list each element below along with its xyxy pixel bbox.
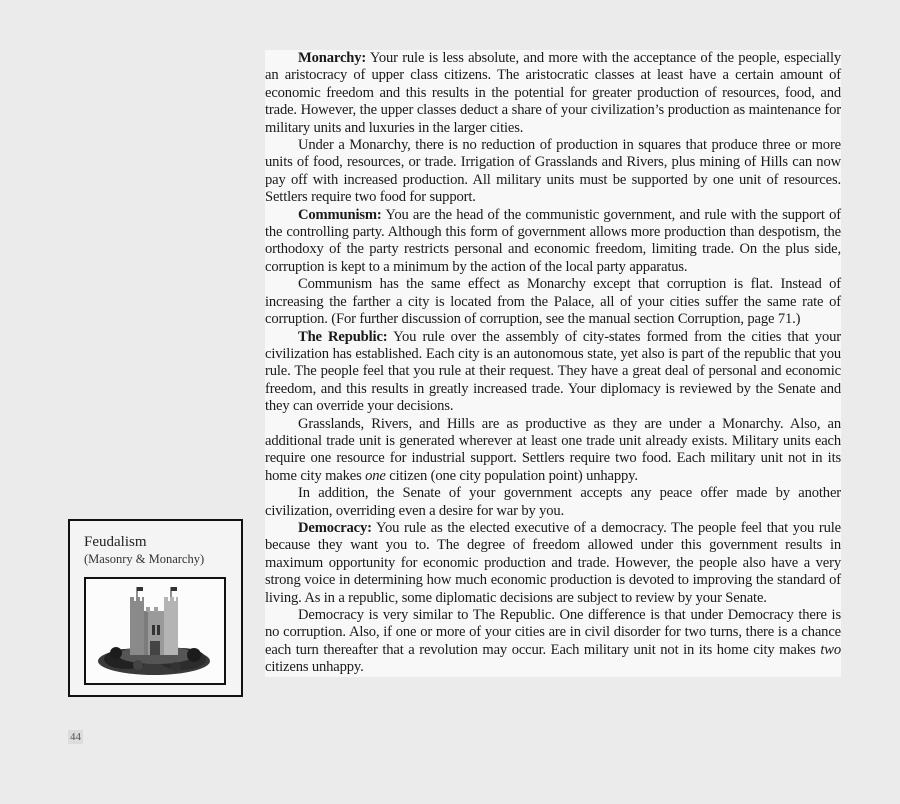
main-text-column (265, 50, 841, 677)
paragraph-text: Communism has the same effect as Monarchy except that corruption is flat. Instead of increasing the farther a city is located from the Palace, all of your cities suffer the same rate of corruption. (For further discussion of corruption, see the manual section Corruption, page 71.) (265, 276, 841, 328)
paragraph-text: citizen (one city population point) unhappy. (385, 467, 638, 484)
heading-democracy: Democracy: (298, 519, 372, 536)
paragraph-communism (265, 207, 841, 277)
sidebar-title: Feudalism (84, 534, 147, 550)
paragraph-text: Democracy is very similar to The Republic. One difference is that under Democracy there is no corruption. Also, if one or more of your cities are in civil disorder for two turns, there is a chance each turn thereafter that a revolution may occur. Each military unit not in its home city makes (265, 607, 841, 658)
paragraph-text: You rule as the elected executive of a democracy. The people feel that you rule because they want you to. The degree of freedom allowed under this government results in maximum opportunity for economic production and trade. However, the people also have a very strong voice in determining how much economic production is devoted to improving the standard of living. As in a republic, some diplomatic decisions are subject to review by your Senate. (265, 519, 841, 606)
paragraph-text: Under a Monarchy, there is no reduction of production in squares that produce three or more units of food, resources, or trade. Irrigation of Grasslands and Rivers, plus mining of Hills can now pay off with increased production. All military units must be supported by one unit of resources. Settlers require two food for support. (265, 137, 841, 206)
paragraph-communism-effects (265, 276, 841, 328)
paragraph-text: Your rule is less absolute, and more with the acceptance of the people, especially an aristocracy of upper class citizens. The aristocratic classes at least have a certain amount of economic freedom and this results in the potential for greater production of resources, food, and trade. However, the upper classes deduct a share of your civilization’s production as maintenance for military units and luxuries in the larger cities. (265, 50, 841, 136)
emphasis-two: two (820, 641, 841, 658)
heading-republic: The Republic: (298, 328, 388, 345)
paragraph-monarchy (265, 50, 841, 137)
paragraph-text: In addition, the Senate of your government accepts any peace offer made by another civilization, overriding even a desire for war by you. (265, 485, 841, 519)
paragraph-republic-effects (265, 416, 841, 486)
paragraph-monarchy-effects (265, 137, 841, 207)
castle-icon (86, 579, 224, 683)
castle-illustration-frame (84, 577, 226, 685)
paragraph-text: citizens unhappy. (265, 659, 364, 676)
paragraph-text: You are the head of the communistic government, and rule with the support of the controlling party. Although this form of government allows more production than despotism, the orthodoxy of the party restricts personal and economic freedom, limiting trade. On the plus side, corruption is kept to a minimum by the action of the local party apparatus. (265, 206, 841, 275)
sidebar-subtitle: (Masonry & Monarchy) (84, 552, 205, 566)
feudalism-sidebar-box (68, 519, 243, 697)
emphasis-one: one (365, 467, 386, 484)
paragraph-text: You rule over the assembly of city-states formed from the cities that your civilization has established. Each city is an autonomous state, yet also is part of the republic that you rule. The people feel that you rule at their request. They have a great deal of personal and economic freedom, and this results in greatly increased trade. Your diplomacy is reviewed by the Senate and they can override your decisions. (265, 328, 841, 415)
paragraph-republic-senate (265, 485, 841, 520)
heading-monarchy: Monarchy: (298, 50, 367, 66)
heading-communism: Communism: (298, 206, 382, 223)
paragraph-democracy-effects (265, 607, 841, 677)
page-number: 44 (70, 731, 81, 743)
paragraph-democracy (265, 520, 841, 607)
paragraph-republic (265, 329, 841, 416)
paragraph-text: Grasslands, Rivers, and Hills are as productive as they are under a Monarchy. Also, an additional trade unit is generated wherever at least one trade unit already exists. Military units each require one resource for industrial support. Settlers require two food. Each military unit not in its home city makes (265, 415, 841, 484)
